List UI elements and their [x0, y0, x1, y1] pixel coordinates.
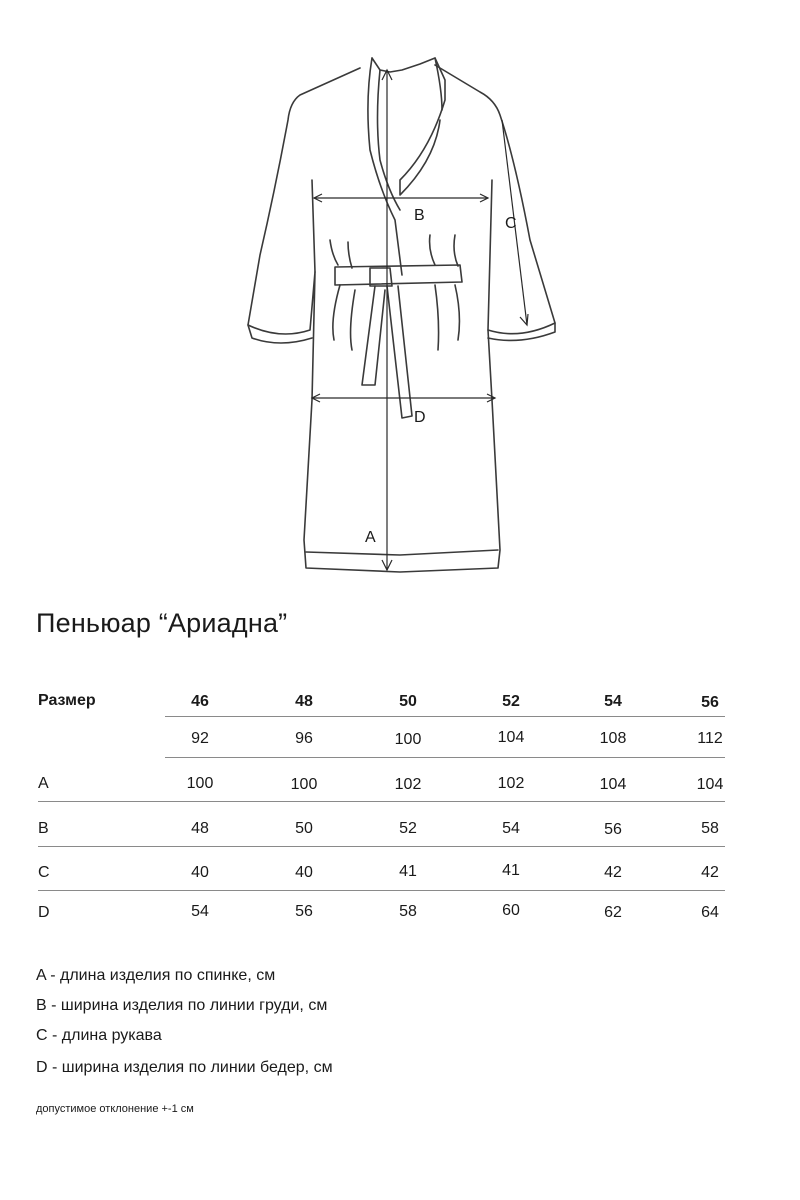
size-col-46: 46 [191, 693, 209, 710]
table-cell: 104 [497, 729, 525, 746]
table-cell: 100 [290, 776, 318, 793]
page-title: Пеньюар “Ариадна” [36, 608, 288, 638]
legend-d: D - ширина изделия по линии бедер, см [36, 1059, 333, 1076]
table-cell: 108 [599, 730, 627, 747]
table-cell: 104 [599, 776, 627, 793]
table-cell: 58 [399, 903, 417, 920]
table-cell: 64 [701, 904, 719, 921]
table-divider [38, 846, 725, 847]
table-cell: 96 [295, 730, 313, 747]
robe-illustration [230, 40, 570, 585]
table-cell: 50 [295, 820, 313, 837]
robe-belt [335, 265, 462, 285]
row-label-c: C [38, 864, 50, 881]
label-c: C [505, 215, 517, 232]
table-cell: 60 [502, 902, 520, 919]
table-cell: 104 [696, 776, 724, 793]
table-cell: 48 [191, 820, 209, 837]
table-cell: 40 [191, 864, 209, 881]
label-d: D [414, 409, 426, 426]
robe-drawing [230, 40, 570, 585]
table-cell: 62 [604, 904, 622, 921]
table-cell: 100 [394, 731, 422, 748]
table-cell: 112 [697, 730, 723, 747]
label-b: B [414, 207, 425, 224]
table-cell: 52 [399, 820, 417, 837]
legend-c: C - длина рукава [36, 1027, 162, 1044]
table-divider [165, 716, 725, 717]
table-cell: 58 [701, 820, 719, 837]
size-col-50: 50 [399, 693, 417, 710]
size-col-52: 52 [502, 693, 520, 710]
row-label-b: B [38, 820, 49, 837]
size-header-label: Размер [38, 692, 96, 709]
size-col-54: 54 [604, 693, 622, 710]
table-cell: 92 [191, 730, 209, 747]
table-cell: 42 [701, 864, 719, 881]
table-divider [38, 801, 725, 802]
table-cell: 41 [502, 862, 520, 879]
table-cell: 41 [399, 863, 417, 880]
table-cell: 100 [186, 775, 214, 792]
legend-a: A - длина изделия по спинке, см [36, 967, 276, 984]
table-cell: 56 [604, 821, 622, 838]
tolerance-note: допустимое отклонение +-1 см [36, 1103, 194, 1115]
table-cell: 54 [191, 903, 209, 920]
table-cell: 40 [295, 864, 313, 881]
table-divider [38, 890, 725, 891]
table-cell: 54 [502, 820, 520, 837]
table-divider [165, 757, 725, 758]
table-cell: 42 [604, 864, 622, 881]
table-cell: 102 [394, 776, 422, 793]
row-label-a: A [38, 775, 49, 792]
size-col-48: 48 [295, 693, 313, 710]
row-label-d: D [38, 904, 50, 921]
label-a: A [365, 529, 376, 546]
size-col-56: 56 [701, 694, 719, 711]
table-cell: 102 [497, 775, 525, 792]
table-cell: 56 [295, 903, 313, 920]
legend-b: B - ширина изделия по линии груди, см [36, 997, 328, 1014]
